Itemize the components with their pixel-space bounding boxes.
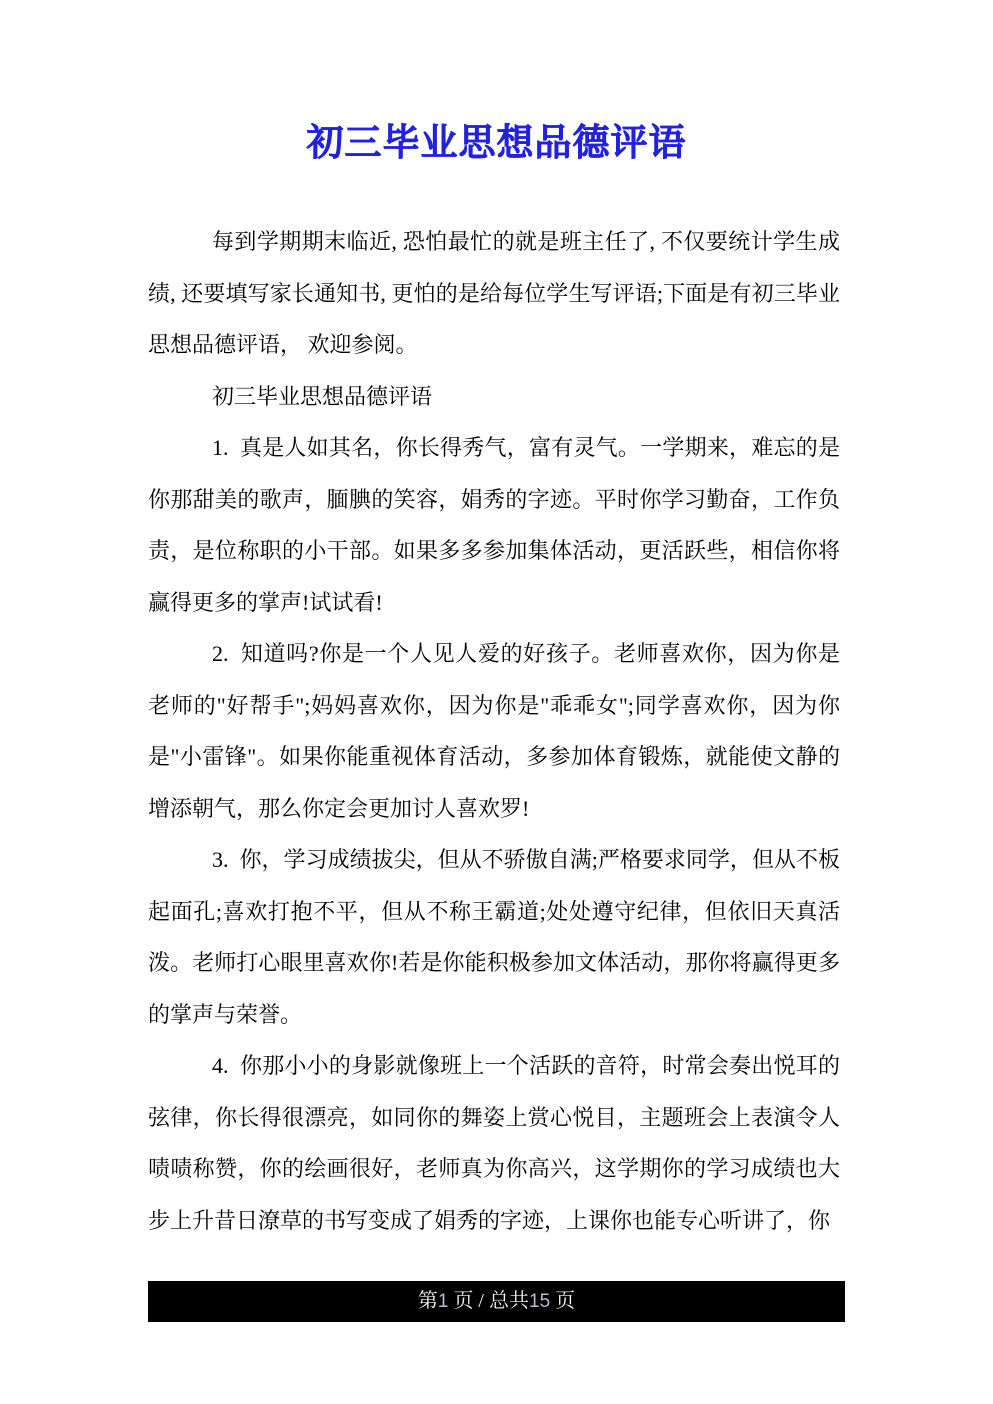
paragraph-subheading: 初三毕业思想品德评语	[212, 383, 433, 409]
paragraph-item-1: 1. 真是人如其名，你长得秀气，富有灵气。一学期来，难忘的是你那甜美的歌声，腼腆的笑容，娟秀的字迹。平时你学习勤奋，工作负责，是位称职的小干部。如果多多参加集体活动，更活跃些，相信你将赢得更多的掌声!试试看!	[148, 435, 840, 615]
document-title: 初三毕业思想品德评语	[306, 122, 687, 163]
footer-current-page-number: 1	[437, 1291, 449, 1312]
footer-page-prefix: 第	[417, 1290, 438, 1312]
footer-total-pages-number: 15	[529, 1291, 551, 1312]
paragraph-item-2: 2. 知道吗?你是一个人见人爱的好孩子。老师喜欢你，因为你是老师的"好帮手";妈妈喜欢你，因为你是"乖乖女";同学喜欢你，因为你是"小雷锋"。如果你能重视体育活动，多参加体育锻炼，就能使文静的增添朝气，那么你定会更加讨人喜欢罗!	[148, 641, 840, 821]
paragraph-item-4: 4. 你那小小的身影就像班上一个活跃的音符，时常会奏出悦耳的弦律，你长得很漂亮，如同你的舞姿上赏心悦目，主题班会上表演令人啧啧称赞，你的绘画很好，老师真为你高兴，这学期你的学习成绩也大步上升昔日潦草的书写变成了娟秀的字迹，上课你也能专心听讲了，你	[148, 1053, 840, 1233]
paragraph-intro: 每到学期期末临近, 恐怕最忙的就是班主任了, 不仅要统计学生成绩, 还要填写家长通知书, 更怕的是给每位学生写评语;下面是有初三毕业思想品德评语， 欢迎参阅。	[148, 229, 840, 357]
footer-page-suffix: 页	[550, 1290, 576, 1312]
footer-separator-text: 页 / 总共	[448, 1290, 529, 1312]
paragraph-item-3: 3. 你，学习成绩拔尖，但从不骄傲自满;严格要求同学，但从不板起面孔;喜欢打抱不平，但从不称王霸道;处处遵守纪律，但依旧天真活泼。老师打心眼里喜欢你!若是你能积极参加文体活动，那你将赢得更多的掌声与荣誉。	[148, 847, 840, 1027]
page-footer-bar	[148, 1281, 845, 1322]
document-body	[148, 216, 840, 1246]
